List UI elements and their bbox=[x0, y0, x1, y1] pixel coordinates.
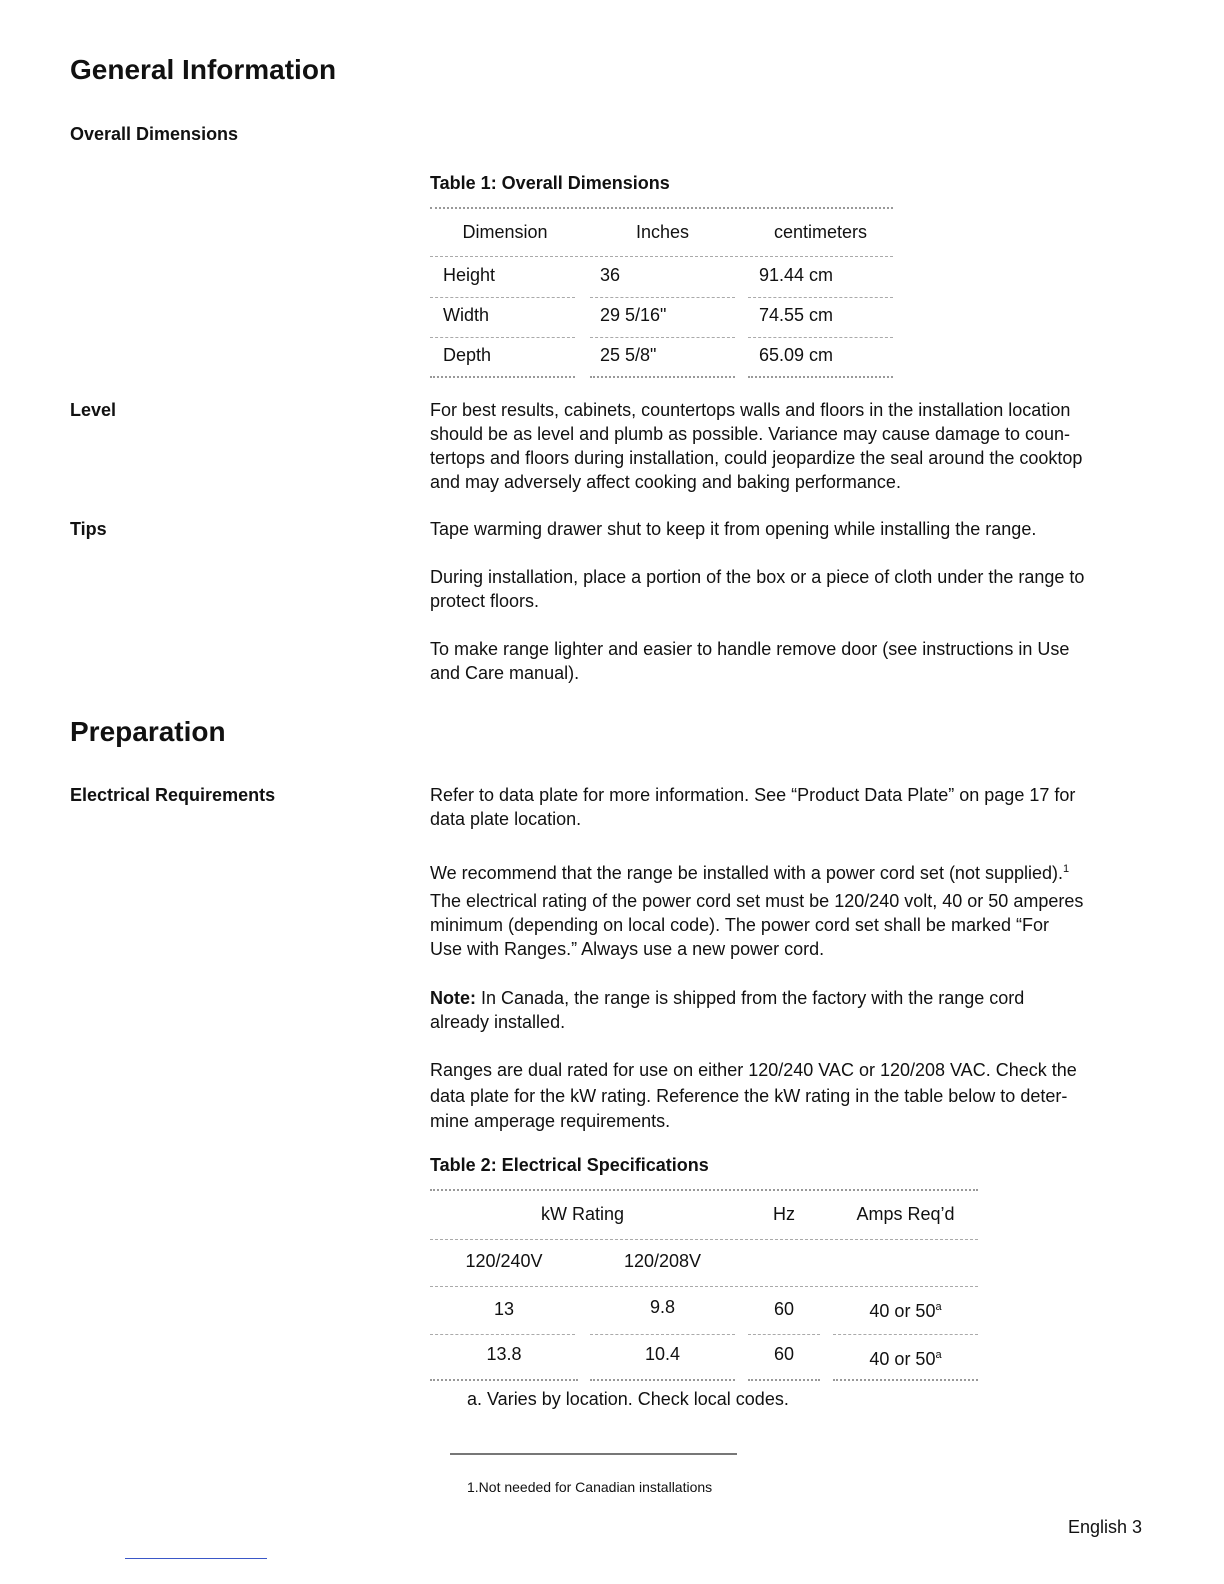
text-line bbox=[430, 861, 1083, 885]
text-line: mine amperage requirements. bbox=[430, 1111, 671, 1131]
table2-header-kw-rating: kW Rating bbox=[540, 1204, 625, 1224]
tip-paragraph bbox=[430, 565, 1084, 613]
table-rule bbox=[430, 1189, 978, 1191]
table-rule bbox=[430, 297, 575, 298]
text-line: tertops and floors during installation, could jeopardize the seal around the cooktop bbox=[430, 448, 1083, 468]
text-line: Use with Ranges.” Always use a new power cord. bbox=[430, 939, 825, 959]
text-span: We recommend that the range be installed with a power cord set (not supplied). bbox=[430, 863, 1064, 883]
text-line: data plate for the kW rating. Reference the kW rating in the table below to deter- bbox=[430, 1085, 1068, 1106]
note-paragraph bbox=[430, 986, 1024, 1034]
table-rule bbox=[833, 1379, 978, 1381]
level-paragraph bbox=[430, 398, 1082, 494]
table2-title: Table 2: Electrical Specifications bbox=[430, 1155, 709, 1175]
bottom-link-line bbox=[125, 1558, 267, 1559]
footnote-reference: a bbox=[935, 1349, 942, 1361]
text-line: Tape warming drawer shut to keep it from opening while installing the range. bbox=[430, 519, 1037, 539]
table2-header-amps: Amps Req’d bbox=[856, 1204, 955, 1224]
section-title-preparation: Preparation bbox=[70, 716, 226, 747]
table-rule bbox=[748, 337, 893, 338]
table-rule bbox=[430, 207, 893, 209]
table-rule bbox=[748, 1379, 820, 1381]
subheading-level: Level bbox=[70, 400, 117, 420]
table-rule bbox=[590, 1379, 735, 1381]
table-rule bbox=[430, 256, 893, 257]
text-line: For best results, cabinets, countertops walls and floors in the installation location bbox=[430, 400, 1071, 420]
amps-value: 40 or 50 bbox=[869, 1349, 936, 1369]
subheading-electrical-requirements: Electrical Requirements bbox=[70, 785, 276, 805]
table2-cell: 13.8 bbox=[486, 1344, 522, 1364]
text-line: minimum (depending on local code). The power cord set shall be marked “For bbox=[430, 915, 1049, 935]
table-rule bbox=[430, 1379, 578, 1381]
table1-cell: 65.09 cm bbox=[759, 345, 834, 365]
tip-paragraph bbox=[430, 637, 1069, 685]
electrical-paragraph-4 bbox=[430, 1058, 1077, 1135]
subheading-tips: Tips bbox=[70, 519, 107, 539]
text-line: To make range lighter and easier to handle remove door (see instructions in Use bbox=[430, 639, 1070, 659]
table-rule bbox=[430, 337, 575, 338]
electrical-paragraph-1 bbox=[430, 783, 1075, 831]
text-line: Ranges are dual rated for use on either 120/240 VAC or 120/208 VAC. Check the bbox=[430, 1060, 1077, 1080]
table2-subheader-208v: 120/208V bbox=[623, 1251, 702, 1271]
table1-header-centimeters: centimeters bbox=[773, 222, 868, 242]
table1-cell: 74.55 cm bbox=[759, 305, 834, 325]
page-footnote: 1.Not needed for Canadian installations bbox=[467, 1479, 713, 1495]
table-rule bbox=[748, 297, 893, 298]
table-rule bbox=[590, 337, 735, 338]
table2-cell bbox=[833, 1299, 978, 1323]
text-line: already installed. bbox=[430, 1012, 566, 1032]
table1-cell: Width bbox=[443, 305, 490, 325]
table-rule bbox=[430, 1334, 575, 1335]
table1-cell: 25 5/8" bbox=[600, 345, 657, 365]
table1-cell: 36 bbox=[600, 265, 621, 285]
page-number: English 3 bbox=[1068, 1517, 1143, 1537]
table2-cell: 13 bbox=[493, 1299, 515, 1319]
text-line bbox=[430, 986, 1024, 1010]
table2-subheader-240v: 120/240V bbox=[465, 1251, 543, 1271]
table-rule bbox=[748, 1334, 820, 1335]
table-rule bbox=[430, 376, 575, 378]
text-line: and may adversely affect cooking and baking performance. bbox=[430, 472, 901, 492]
electrical-paragraph-2 bbox=[430, 861, 1083, 961]
table2-header-hz: Hz bbox=[773, 1204, 795, 1224]
text-line: should be as level and plumb as possible. Variance may cause damage to coun- bbox=[430, 424, 1071, 444]
section-title-general-information: General Information bbox=[70, 54, 337, 85]
table-rule bbox=[590, 297, 735, 298]
table2-cell: 9.8 bbox=[649, 1297, 676, 1317]
table-rule bbox=[430, 1286, 978, 1287]
table1-header-dimension: Dimension bbox=[462, 222, 548, 242]
text-line: protect floors. bbox=[430, 591, 540, 611]
text-line: Refer to data plate for more information. See “Product Data Plate” on page 17 for bbox=[430, 785, 1076, 805]
table-rule bbox=[430, 1239, 978, 1240]
note-label: Note: bbox=[430, 988, 476, 1008]
table2-cell bbox=[833, 1347, 978, 1371]
text-line: The electrical rating of the power cord set must be 120/240 volt, 40 or 50 amperes bbox=[430, 891, 1084, 911]
table-rule bbox=[833, 1334, 978, 1335]
table2-cell: 60 bbox=[773, 1344, 795, 1364]
table-rule bbox=[590, 1334, 735, 1335]
table2-cell: 60 bbox=[773, 1299, 795, 1319]
table1-header-inches: Inches bbox=[635, 222, 690, 242]
footnote-reference: 1 bbox=[1063, 863, 1070, 875]
table1-cell: Height bbox=[443, 265, 496, 285]
table1-cell: Depth bbox=[443, 345, 492, 365]
text-line: During installation, place a portion of the box or a piece of cloth under the range to bbox=[430, 567, 1085, 587]
footnote-separator bbox=[450, 1453, 737, 1455]
table2-cell: 10.4 bbox=[644, 1344, 681, 1364]
table1-cell: 29 5/16" bbox=[600, 305, 667, 325]
table-rule bbox=[748, 376, 893, 378]
table-rule bbox=[590, 376, 735, 378]
subheading-overall-dimensions: Overall Dimensions bbox=[70, 124, 239, 144]
tip-paragraph bbox=[430, 517, 1036, 541]
table2-footnote: a. Varies by location. Check local codes. bbox=[467, 1389, 789, 1409]
text-line: data plate location. bbox=[430, 809, 582, 829]
amps-value: 40 or 50 bbox=[869, 1301, 936, 1321]
table1-title: Table 1: Overall Dimensions bbox=[430, 173, 670, 193]
text-span: In Canada, the range is shipped from the factory with the range cord bbox=[476, 988, 1025, 1008]
text-line: and Care manual). bbox=[430, 663, 580, 683]
footnote-reference: a bbox=[935, 1301, 942, 1313]
table1-cell: 91.44 cm bbox=[759, 265, 834, 285]
